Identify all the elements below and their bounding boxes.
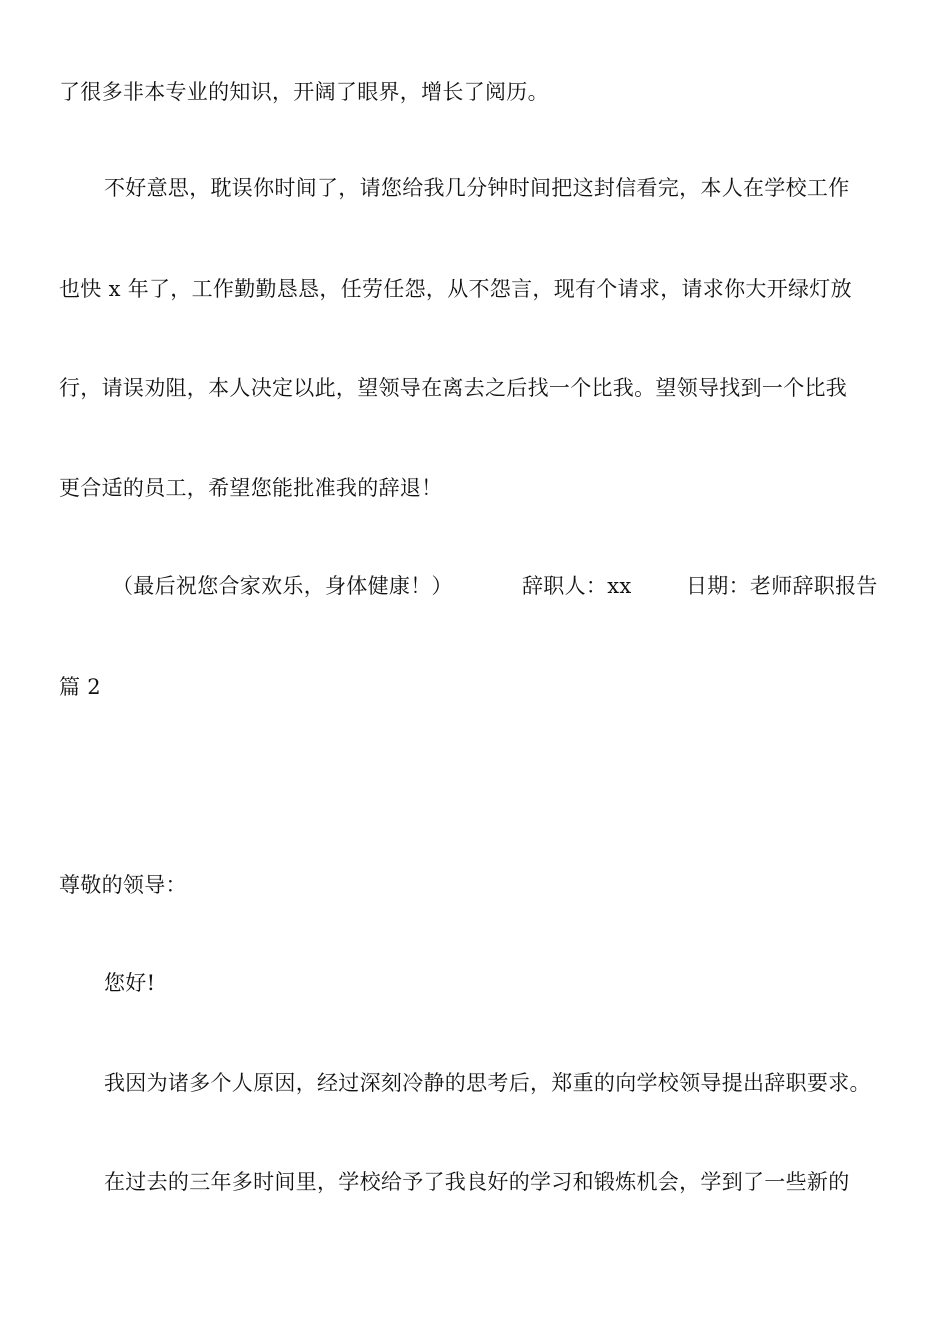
- closing-wish: （最后祝您合家欢乐，身体健康！）: [112, 574, 453, 598]
- paragraph-past-years: 在过去的三年多时间里，学校给予了我良好的学习和锻炼机会，学到了一些新的: [104, 1170, 850, 1194]
- paragraph-line-4: 更合适的员工，希望您能批准我的辞退！: [59, 476, 443, 500]
- salutation: 尊敬的领导：: [59, 873, 187, 897]
- paragraph-line-2: 也快 x 年了，工作勤勤恳恳，任劳任怨，从不怨言，现有个请求，请求你大开绿灯放: [59, 277, 852, 301]
- section-title-part-2: 篇 2: [59, 675, 101, 699]
- paragraph-line-1: 不好意思，耽误你时间了，请您给我几分钟时间把这封信看完，本人在学校工作: [104, 176, 850, 200]
- paragraph-line-3: 行，请误劝阻，本人决定以此，望领导在离去之后找一个比我。望领导找到一个比我: [59, 376, 848, 400]
- greeting: 您好!: [104, 971, 156, 995]
- paragraph-resignation-request: 我因为诸多个人原因，经过深刻冷静的思考后，郑重的向学校领导提出辞职要求。: [104, 1071, 871, 1095]
- date-and-next-title: 日期：老师辞职报告: [686, 574, 878, 598]
- signer-label: 辞职人：xx: [522, 574, 632, 598]
- text-line-continuation: 了很多非本专业的知识，开阔了眼界，增长了阅历。: [59, 80, 549, 104]
